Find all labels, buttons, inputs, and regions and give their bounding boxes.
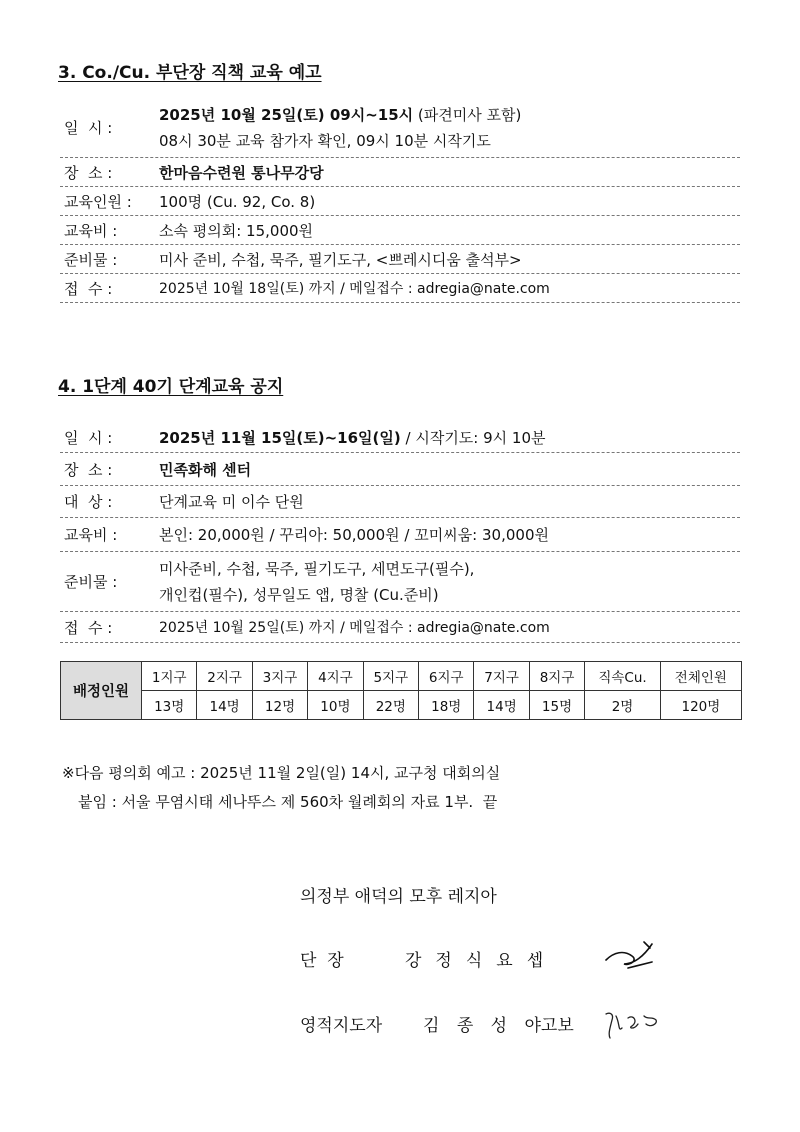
section-4-info xyxy=(60,422,740,643)
district-count: 14명 xyxy=(197,691,252,720)
reg-row xyxy=(60,274,740,303)
leader-name: 강정식요셉 xyxy=(405,951,558,971)
section-4-title: 4. 1단계 40기 단계교육 공지 xyxy=(58,377,284,397)
district-header: 6지구 xyxy=(419,662,474,691)
district-count: 22명 xyxy=(363,691,418,720)
district-header: 1지구 xyxy=(142,662,197,691)
target-value: 단계교육 미 이수 단원 xyxy=(159,493,304,511)
place-value: 한마음수련원 통나무강당 xyxy=(159,163,324,182)
date-row xyxy=(60,98,740,158)
district-count: 14명 xyxy=(474,691,529,720)
district-header: 5지구 xyxy=(363,662,418,691)
fee-row xyxy=(60,518,740,552)
organization-name: 의정부 애덕의 모후 레지아 xyxy=(300,887,497,907)
date-note: (파견미사 포함) xyxy=(413,105,522,124)
district-count: 15명 xyxy=(529,691,584,720)
reg-mail: / 메일접수 : adregia@nate.com xyxy=(335,620,550,636)
director-title: 영적지도자 xyxy=(300,1016,383,1036)
fee-value: 소속 평의회: 15,000원 xyxy=(159,221,314,240)
table-header: 배정인원 xyxy=(61,662,142,720)
place-row xyxy=(60,453,740,486)
section-3-info xyxy=(60,98,740,303)
table-row xyxy=(61,691,742,720)
place-value: 민족화해 센터 xyxy=(159,460,252,479)
district-header: 전체인원 xyxy=(660,662,741,691)
prep-row xyxy=(60,552,740,612)
district-header: 7지구 xyxy=(474,662,529,691)
date-label: 일 시 : xyxy=(64,119,113,137)
place-row xyxy=(60,158,740,187)
reg-label: 접 수 : xyxy=(64,279,113,298)
distribution-table xyxy=(60,661,742,720)
fee-label: 교육비 : xyxy=(64,221,118,240)
district-count: 12명 xyxy=(252,691,307,720)
table-row xyxy=(61,662,742,691)
prep-value-line2: 개인컵(필수), 성무일도 앱, 명찰 (Cu.준비) xyxy=(159,585,439,604)
reg-date: 2025년 10월 18일(토) 까지 xyxy=(159,281,336,297)
date-detail: 08시 30분 교육 참가자 확인, 09시 10분 시작기도 xyxy=(159,131,491,150)
district-header: 직속Cu. xyxy=(585,662,661,691)
people-value: 100명 (Cu. 92, Co. 8) xyxy=(159,192,316,211)
date-value: 2025년 10월 25일(토) 09시~15시 xyxy=(159,105,414,124)
prep-label: 준비물 : xyxy=(64,250,118,269)
district-header: 8지구 xyxy=(529,662,584,691)
district-count: 18명 xyxy=(419,691,474,720)
district-count: 13명 xyxy=(142,691,197,720)
date-label: 일 시 : xyxy=(64,428,113,447)
fee-row xyxy=(60,216,740,245)
prep-row xyxy=(60,245,740,274)
target-label: 대 상 : xyxy=(64,493,113,511)
district-count: 2명 xyxy=(585,691,661,720)
place-label: 장 소 : xyxy=(64,163,113,182)
reg-row xyxy=(60,612,740,643)
attachment-note: 붙임 : 서울 무염시태 세나뚜스 제 560차 월례회의 자료 1부. 끝 xyxy=(78,793,498,811)
district-header: 3지구 xyxy=(252,662,307,691)
leader-title: 단 장 xyxy=(300,951,344,971)
people-label: 교육인원 : xyxy=(64,192,132,211)
reg-date: 2025년 10월 25일(토) 까지 xyxy=(159,620,336,636)
date-value: 2025년 11월 15일(토)~16일(일) xyxy=(159,428,401,447)
fee-label: 교육비 : xyxy=(64,526,118,544)
leader-signature-icon xyxy=(600,934,664,974)
place-label: 장 소 : xyxy=(64,460,113,479)
fee-value: 본인: 20,000원 / 꾸리아: 50,000원 / 꼬미씨움: 30,000원 xyxy=(159,526,549,544)
people-row xyxy=(60,187,740,216)
reg-label: 접 수 : xyxy=(64,618,113,637)
district-header: 2지구 xyxy=(197,662,252,691)
prep-value: 미사 준비, 수첩, 묵주, 필기도구, <쁘레시디움 출석부> xyxy=(159,250,522,269)
date-row xyxy=(60,422,740,453)
prep-value-line1: 미사준비, 수첩, 묵주, 필기도구, 세면도구(필수), xyxy=(159,559,475,578)
next-meeting-note: ※다음 평의회 예고 : 2025년 11월 2일(일) 14시, 교구청 대회의실 xyxy=(62,764,501,782)
district-count: 120명 xyxy=(660,691,741,720)
target-row xyxy=(60,486,740,518)
director-name: 김 종 성 야고보 xyxy=(423,1016,574,1036)
prep-label: 준비물 : xyxy=(64,573,118,591)
district-header: 4지구 xyxy=(308,662,363,691)
section-3-title: 3. Co./Cu. 부단장 직책 교육 예고 xyxy=(58,63,322,83)
date-note: / 시작기도: 9시 10분 xyxy=(400,428,546,447)
director-signature-icon xyxy=(598,1002,664,1042)
reg-mail: / 메일접수 : adregia@nate.com xyxy=(335,281,550,297)
district-count: 10명 xyxy=(308,691,363,720)
